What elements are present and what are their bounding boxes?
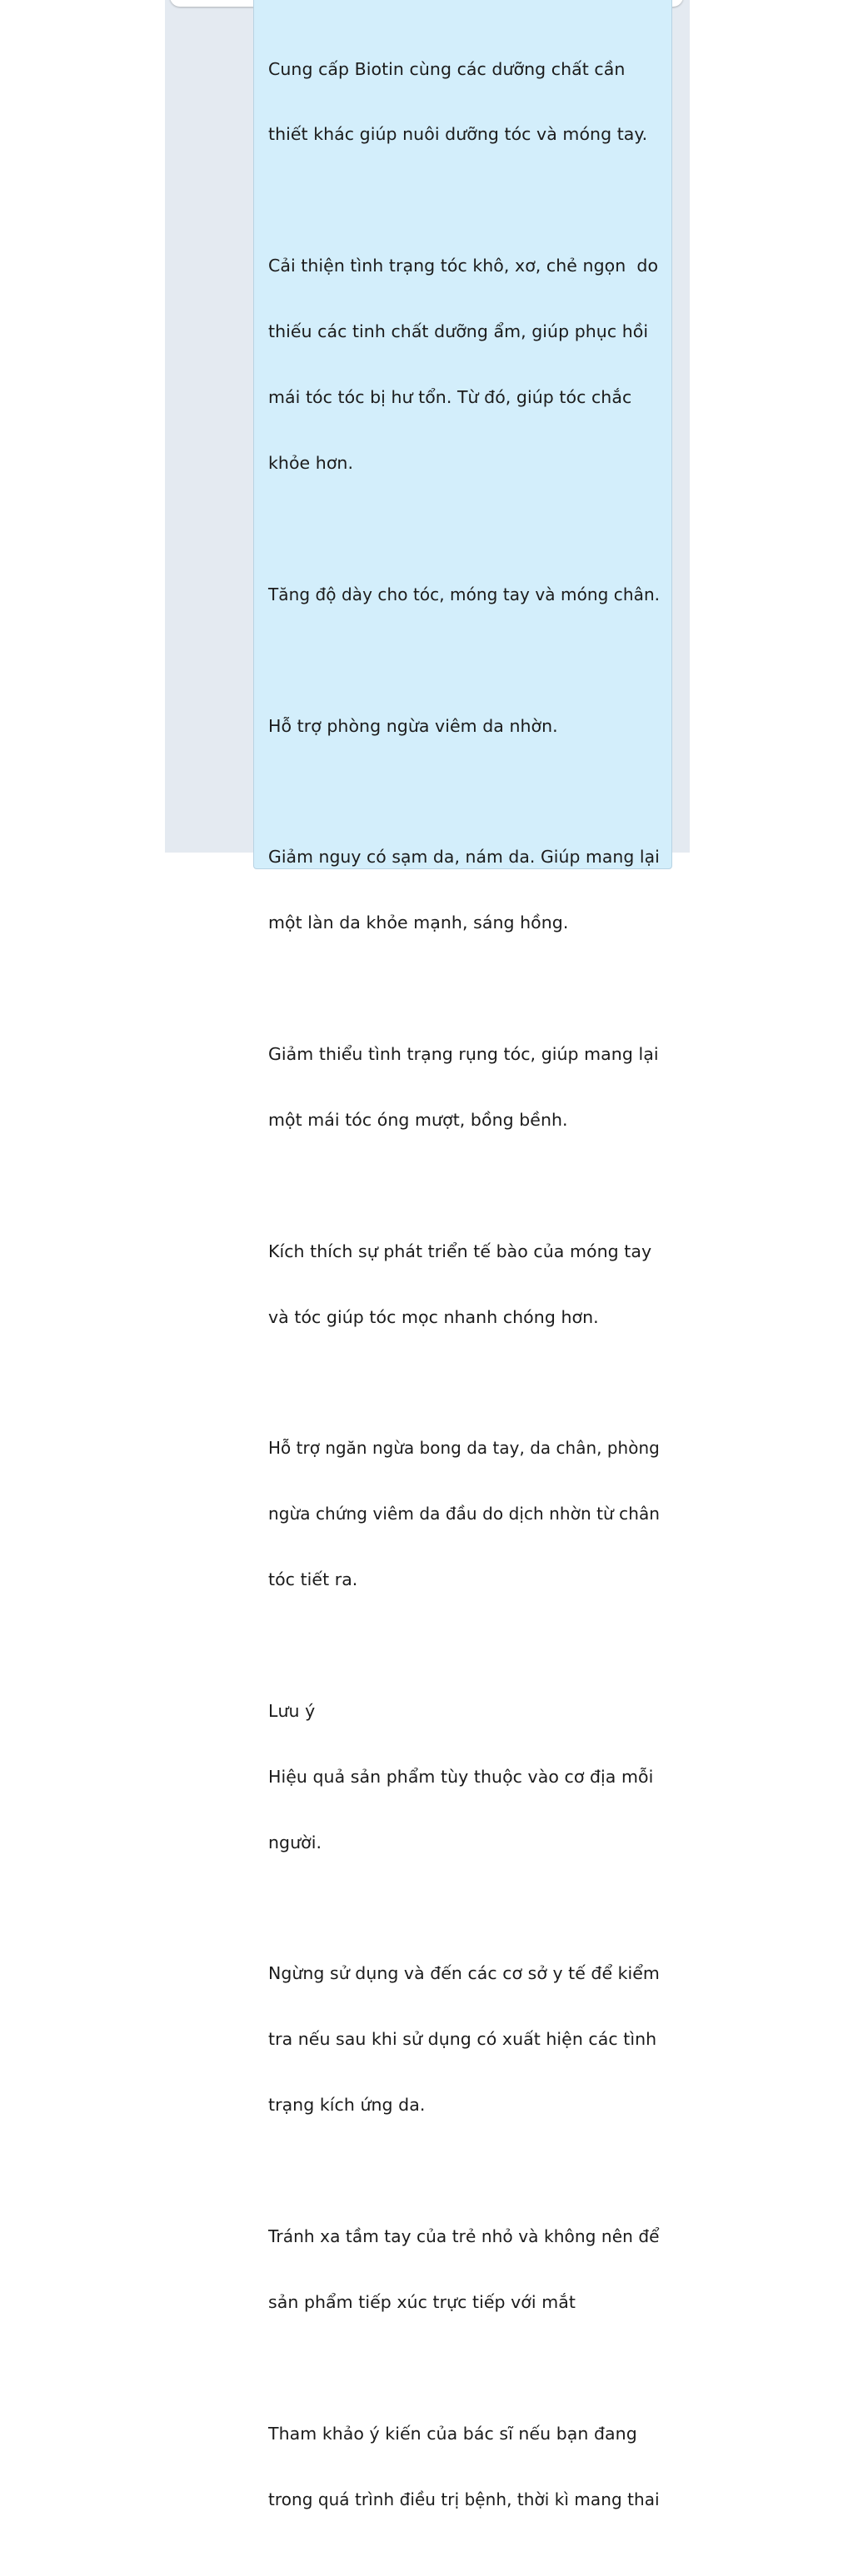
text-line: Kích thích sự phát triển tế bào của móng tay <box>268 1241 652 1261</box>
paragraph <box>268 2379 660 2554</box>
text-line: một làn da khỏe mạnh, sáng hồng. <box>268 913 569 933</box>
paragraph <box>268 671 660 780</box>
text-line: người. <box>268 1832 322 1852</box>
text-line: khỏe hơn. <box>268 452 354 473</box>
paragraph <box>268 1919 660 2160</box>
message-text <box>268 14 660 2576</box>
text-line: thiết khác giúp nuôi dưỡng tóc và móng tay. <box>268 124 648 145</box>
text-line: Hiệu quả sản phẩm tùy thuộc vào cơ địa mỗi <box>268 1766 654 1787</box>
paragraph <box>268 999 660 1174</box>
text-line: sản phẩm tiếp xúc trực tiếp với mắt <box>268 2291 576 2312</box>
text-line: tóc tiết ra. <box>268 1569 358 1590</box>
paragraph <box>268 1196 660 1371</box>
text-line: Tránh xa tầm tay của trẻ nhỏ và không nên để <box>268 2225 660 2246</box>
text-line: trong quá trình điều trị bệnh, thời kì mang thai <box>268 2489 660 2509</box>
text-line: mái tóc tóc bị hư tổn. Từ đó, giúp tóc chắc <box>268 387 632 408</box>
text-line: Tăng độ dày cho tóc, móng tay và móng chân. <box>268 584 661 604</box>
text-line: Giảm nguy có sạm da, nám da. Giúp mang lại <box>268 847 660 868</box>
text-line: Hỗ trợ ngăn ngừa bong da tay, da chân, phòng <box>268 1438 660 1459</box>
paragraph <box>268 803 660 977</box>
paragraph <box>268 1656 660 1897</box>
paragraph <box>268 2181 660 2356</box>
paragraph <box>268 540 660 649</box>
text-line: Ngừng sử dụng và đến các cơ sở y tế để kiểm <box>268 1963 660 1984</box>
text-line: tra nếu sau khi sử dụng có xuất hiện các tình <box>268 2029 657 2050</box>
text-line: Hỗ trợ phòng ngừa viêm da nhờn. <box>268 715 558 736</box>
paragraph <box>268 211 660 518</box>
text-line: Tham khảo ý kiến của bác sĩ nếu bạn đang <box>268 2423 637 2444</box>
text-line: Cải thiện tình trạng tóc khô, xơ, chẻ ngọn do <box>268 256 659 276</box>
text-line: ngừa chứng viêm da đầu do dịch nhờn từ chân <box>268 1504 661 1524</box>
text-line: Giảm thiểu tình trạng rụng tóc, giúp mang lại <box>268 1043 659 1064</box>
text-line: Lưu ý <box>268 1700 316 1721</box>
text-line: một mái tóc óng mượt, bồng bềnh. <box>268 1109 568 1130</box>
text-line: Cung cấp Biotin cùng các dưỡng chất cần <box>268 58 626 79</box>
paragraph <box>268 14 660 189</box>
paragraph <box>268 1394 660 1634</box>
text-line: thiếu các tinh chất dưỡng ẩm, giúp phục hồi <box>268 321 649 342</box>
text-line: và tóc giúp tóc mọc nhanh chóng hơn. <box>268 1306 599 1327</box>
text-line: trạng kích ứng da. <box>268 2095 426 2116</box>
